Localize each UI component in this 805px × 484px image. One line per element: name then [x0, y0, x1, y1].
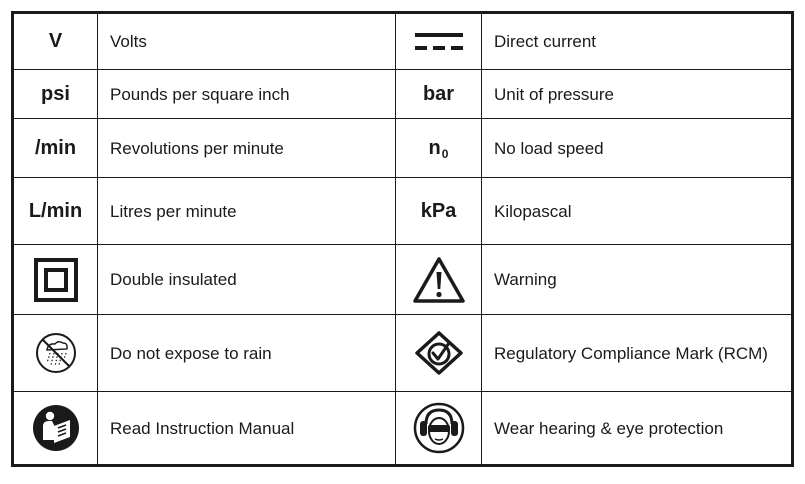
- direct-current-icon: [415, 31, 463, 53]
- double-insulated-icon: [34, 258, 78, 302]
- symbol-rcm: [396, 315, 482, 392]
- desc-rcm: Regulatory Compliance Mark (RCM): [482, 315, 791, 392]
- symbol-volts: V: [14, 14, 98, 70]
- symbol-warning: [396, 245, 482, 315]
- desc-no-rain: Do not expose to rain: [98, 315, 396, 392]
- symbol-double-insulated: [14, 245, 98, 315]
- hearing-eye-protection-icon: [413, 402, 465, 454]
- desc-direct-current: Direct current: [482, 14, 791, 70]
- desc-volts: Volts: [98, 14, 396, 70]
- desc-psi: Pounds per square inch: [98, 70, 396, 119]
- desc-bar: Unit of pressure: [482, 70, 791, 119]
- symbol-per-minute: /min: [14, 119, 98, 178]
- desc-read-manual: Read Instruction Manual: [98, 392, 396, 464]
- symbol-no-load-speed: [396, 119, 482, 178]
- symbol-direct-current: [396, 14, 482, 70]
- no-rain-icon: [34, 331, 78, 375]
- desc-double-insulated: Double insulated: [98, 245, 396, 315]
- desc-kpa: Kilopascal: [482, 178, 791, 245]
- symbol-no-rain: [14, 315, 98, 392]
- symbol-n-subscript: 0: [441, 147, 449, 161]
- read-manual-icon: [32, 404, 80, 452]
- symbol-n: n: [428, 136, 441, 159]
- symbol-bar: bar: [396, 70, 482, 119]
- symbol-read-manual: [14, 392, 98, 464]
- desc-per-minute: Revolutions per minute: [98, 119, 396, 178]
- desc-hearing-eye-protection: Wear hearing & eye protection: [494, 418, 724, 438]
- desc-no-load-speed: No load speed: [482, 119, 791, 178]
- desc-litres-per-minute: Litres per minute: [98, 178, 396, 245]
- rcm-icon: [411, 329, 467, 377]
- symbol-hearing-eye-protection: [396, 392, 482, 464]
- desc-warning: Warning: [482, 245, 791, 315]
- symbols-table: [11, 11, 794, 467]
- symbol-litres-per-minute: L/min: [14, 178, 98, 245]
- warning-icon: [412, 256, 466, 304]
- symbol-kpa: kPa: [396, 178, 482, 245]
- symbol-psi: psi: [14, 70, 98, 119]
